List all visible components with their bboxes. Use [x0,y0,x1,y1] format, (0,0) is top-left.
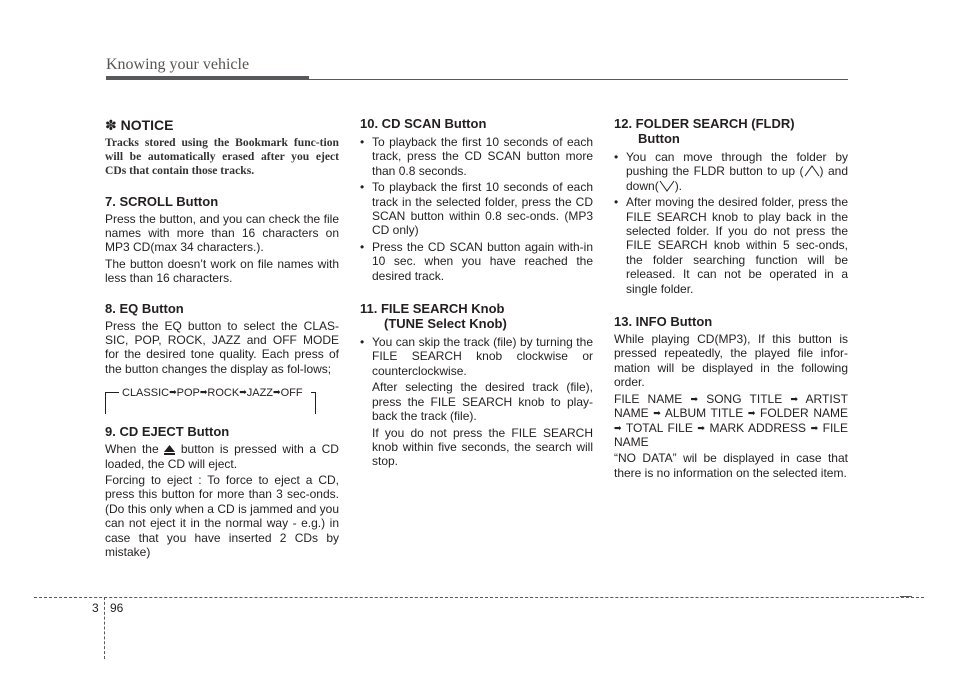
arrow-right-icon: ➡ [169,387,177,398]
scroll-heading: 7. SCROLL Button [105,193,219,209]
scroll-paragraph-1: Press the button, and you can check the file names with more than 16 characters on MP3 CD(max 34 characters.). [105,211,339,255]
notice-heading: ✽ NOTICE [105,117,174,133]
scroll-paragraph-2: The button doesn’t work on file names with less than 16 characters. [105,256,339,286]
caret-down-icon [659,180,675,192]
arrow-right-icon: ➡ [199,387,208,398]
list-item: • Press the CD SCAN button again with-in 10 sec. when you have reached the desired track. [360,240,593,283]
column-1 [105,116,339,560]
header-rule-thick [106,76,309,80]
eq-flow-text [122,386,303,400]
eq-mode-item: JAZZ [246,387,274,400]
eq-mode-item: POP [176,387,200,400]
arrow-right-icon: ➡ [653,408,661,419]
scan-heading: 10. CD SCAN Button [360,116,487,131]
info-paragraph-1: While playing CD(MP3), If this button is pressed repeatedly, the played file infor-mation will be displayed in the following order. [614,332,848,390]
arrow-right-icon: ➡ [690,393,698,404]
arrow-right-icon: ➡ [747,408,756,419]
eq-paragraph-1: Press the EQ button to select the CLAS-SIC, POP, ROCK, JAZZ and OFF MODE for the desired tone quality. Each press of the button changes the display as fol-lows; [105,318,339,376]
folder-list [614,150,848,296]
section-number: 3 [92,601,99,615]
arrow-right-icon: ➡ [614,422,622,433]
notice-text: Tracks stored using the Bookmark func-tion will be automatically erased after you eject CDs that contain those tracks. [105,136,339,178]
eject-paragraph-2: Forcing to eject : To force to eject a CD, press this button for more than 3 sec-onds. (Do this only when a CD is jammed and you can not eject it in the normal way - e.g.) in case that you have inserted 2 CDs by mistake) [105,473,339,560]
info-heading: 13. INFO Button [614,314,713,330]
filesearch-heading: 11. FILE SEARCH Knob (TUNE Select Knob) [360,301,507,332]
caret-up-icon [804,165,820,177]
column-3 [614,116,848,480]
eject-heading: 9. CD EJECT Button [105,424,230,440]
footer-divider [104,597,105,659]
arrow-right-icon: ➡ [273,387,281,398]
eject-paragraph-1: When the button is pressed with a CD loaded, the CD will eject. [105,442,339,471]
arrow-right-icon: ➡ [239,387,247,398]
scan-list [360,135,593,283]
running-header: Knowing your vehicle [106,56,250,73]
filesearch-list [360,335,593,378]
info-sequence: FILE NAME ➡ SONG TITLE ➡ ARTIST NAME ➡ ALBUM TITLE ➡ FOLDER NAME ➡ TOTAL FILE ➡ MARK ADDRESS ➡ FILE NAME [614,391,848,449]
column-2 [360,116,593,469]
folder-heading: 12. FOLDER SEARCH (FLDR) Button [614,116,795,146]
list-item: • To playback the first 10 seconds of each track, press the CD SCAN button more than 0.8 seconds. [360,135,593,178]
arrow-right-icon: ➡ [697,422,705,433]
eq-heading: 8. EQ Button [105,300,184,316]
arrow-right-icon: ➡ [810,422,819,433]
list-item: • You can skip the track (file) by turning the FILE SEARCH knob clockwise or counterclockwise. [360,335,593,378]
footer-rule [34,597,924,598]
eq-mode-item: OFF [280,387,303,400]
eject-icon [164,445,175,455]
filesearch-paragraph-3: If you do not press the FILE SEARCH knob within five seconds, the search will stop. [372,425,593,469]
page-number: 96 [110,601,124,615]
footer-rule-end [900,596,912,597]
filesearch-paragraph-2: After selecting the desired track (file), press the FILE SEARCH knob to play-back the track (file). [372,380,593,424]
header-rule-thin [309,79,848,80]
list-item: • After moving the desired folder, press the FILE SEARCH knob to play back in the selected folder. If you do not press the FILE SEARCH knob within 5 sec-onds, the folder searching function will be released. It can not be operated in a single folder. [614,195,848,296]
arrow-right-icon: ➡ [790,393,798,404]
eq-mode-item: CLASSIC [122,387,170,400]
eq-mode-flow [105,384,339,414]
list-item: • You can move through the folder by pushing the FLDR button to up ( ) and down( ). [614,150,848,193]
eq-mode-item: ROCK [207,387,240,400]
list-item: • To playback the first 10 seconds of each track in the selected folder, press the CD SCAN button within 0.8 sec-onds. (MP3 CD only) [360,180,593,238]
info-paragraph-2: “NO DATA” wil be displayed in case that there is no information on the selected item. [614,451,848,480]
